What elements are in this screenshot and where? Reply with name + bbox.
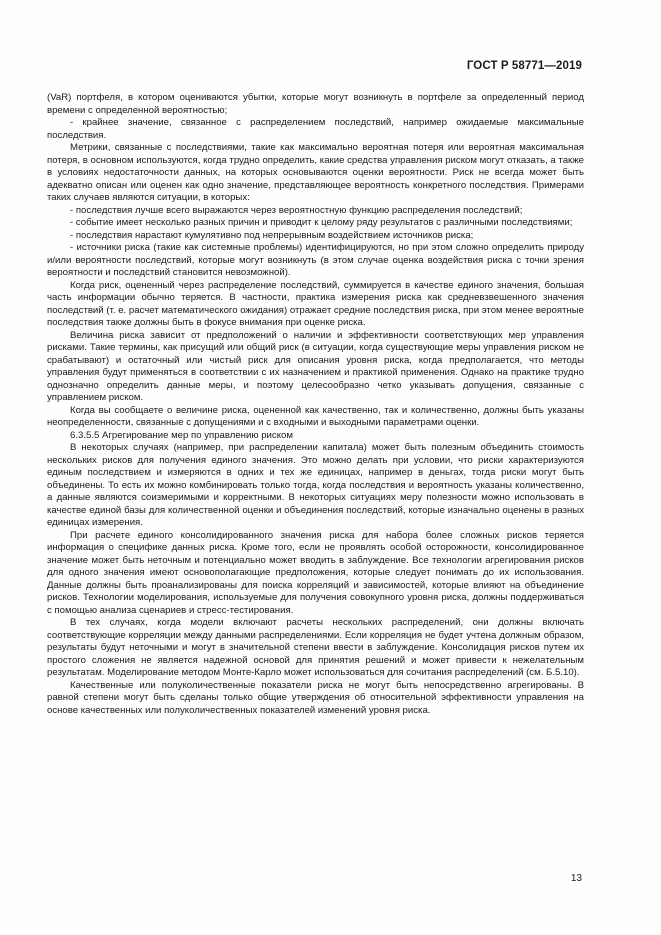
page-number: 13 <box>570 873 582 884</box>
list-item: - крайнее значение, связанное с распределением последствий, например ожидаемые максимальные последствия. <box>47 117 584 141</box>
paragraph: (VaR) портфеля, в котором оцениваются убытки, которые могут возникнуть в портфеле за определенный период времени с определенной вероятностью; <box>47 92 584 116</box>
paragraph: Величина риска зависит от предположений о наличии и эффективности соответствующих мер управления рисками. Такие термины, как присущий или общий риск (в ситуации, когда существующие меры управления риском не срабатывают) и остаточный или чистый риск для описания уровня риска, когда предполагается, что методы управления будут применяться в соответствии с их назначением и практикой применения. Однако на практике трудно однозначно определить данные меры, и поэтому целесообразно четко указывать допущения, связанные с управлением риском. <box>47 329 584 403</box>
standard-number: ГОСТ Р 58771—2019 <box>466 60 582 72</box>
document-header <box>467 60 582 72</box>
section-heading: 6.3.5.5 Агрегирование мер по управлению риском <box>70 429 293 441</box>
paragraph: Качественные или полуколичественные показатели риска не могут быть непосредственно агрегированы. В равной степени могут быть сделаны только общие утверждения об относительной эффективности управления на основе качественных или полуколичественных показателей изменений уровня риска. <box>47 679 584 716</box>
list-item: - последствия нарастают кумулятивно под непрерывным воздействием источников риска; <box>70 229 474 241</box>
paragraph: В тех случаях, когда модели включают расчеты нескольких распределений, они должны включать соответствующие корреляции между данными распределениями. Если корреляция не будет учтена должным образом, результаты будут неточными и могут в значительной степени ввести в заблуждение. Консолидация рисков путем их простого сложения не является надежной основой для принятия решений и может привести к нежелательным результатам. Моделирование методом Монте-Карло может использоваться для сочитания распределений (см. Б.5.10). <box>47 617 584 678</box>
list-item: - источники риска (такие как системные проблемы) идентифицируются, но при этом сложно определить природу и/или вероятности последствий, которые могут возникнуть (в этом случае оценка воздействия риска с точки зрения вероятности и последствий становится невозможной). <box>47 242 584 278</box>
list-item: - событие имеет несколько разных причин и приводит к целому ряду результатов с различными последствиями; <box>70 217 573 228</box>
paragraph: При расчете единого консолидированного значения риска для набора более сложных рисков теряется информация о специфике данных риска. Кроме того, если не проявлять особой осторожности, консолидированное значение может быть неточным и потенциально может вводить в заблуждение. Все технологии агрегирования рисков для одного значения имеют основополагающие предположения, которые следует понимать до их использования. Данные должны быть проанализированы для поиска корреляций и зависимостей, которые влияют на объединение рисков. Технологии моделирования, используемые для получения совокупного уровня риска, должны поддерживаться с помощью анализа сценариев и стресс-тестирования. <box>47 529 584 616</box>
paragraph: Когда риск, оцененный через распределение последствий, суммируется в качестве единого значения, большая часть информации обычно теряется. В частности, практика измерения риска как средневзвешенного значения последствий (т. е. расчет математического ожидания) отражает средние последствия риска, при этом менее вероятные последствия также должны быть в фокусе внимания при оценке риска. <box>47 279 584 328</box>
list-item: - последствия лучше всего выражаются через вероятностную функцию распределения последствий; <box>70 204 523 216</box>
paragraph: В некоторых случаях (например, при распределении капитала) может быть полезным объединить стоимость нескольких рисков для получения единого значения. Это можно делать при условии, что риски характеризуются единым последствием и измеряются в одних и тех же единицах, например в деньгах, тогда риски могут быть объединены. То есть их можно комбинировать только тогда, когда последствия и вероятность указаны количественно, а данные являются соизмеримыми и корректными. В некоторых ситуациях меру полезности можно использовать в качестве единой базы для количественной оценки и объединения последствий, которые изначально оценены в разных единицах измерения. <box>47 442 584 528</box>
paragraph: Метрики, связанные с последствиями, такие как максимально вероятная потеря или вероятная максимальная потеря, в основном используются, когда трудно определить, какие средства управления риском могут отказать, а также в условиях недостаточности данных, на которых основываются оценки вероятности. Риск не всегда может быть адекватно описан или оценен как одно значение, представляющее вероятность конкретного последствия. Примерами таких случаев являются ситуации, в которых: <box>47 142 584 203</box>
document-body <box>47 92 584 717</box>
paragraph: Когда вы сообщаете о величине риска, оцененной как качественно, так и количественно, должны быть указаны неопределенности, связанные с допущениями и с входными и выходными параметрами оценки. <box>47 404 584 428</box>
